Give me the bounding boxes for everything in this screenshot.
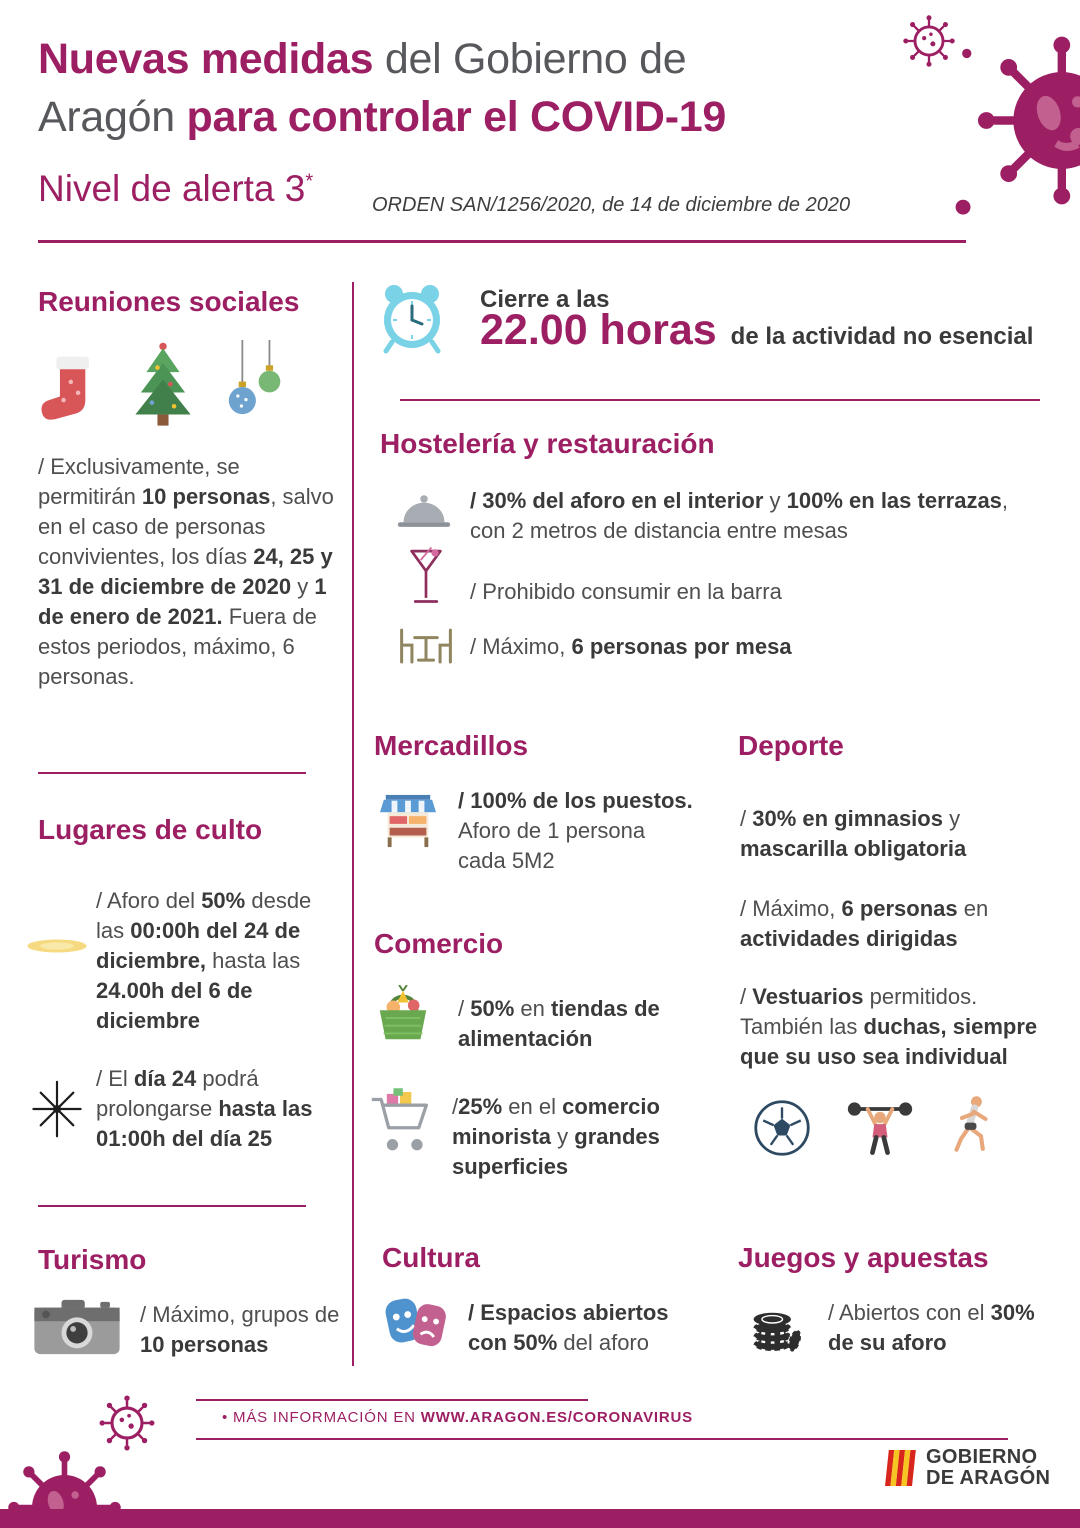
section-heading-reuniones: Reuniones sociales <box>38 286 300 317</box>
star-icon <box>28 1080 86 1138</box>
cloche-icon <box>396 490 452 534</box>
deporte-item-3: / Vestuarios permitidos. También las duchas, siempre que su uso sea individual <box>740 984 1038 1069</box>
grocery-basket-icon <box>372 985 434 1047</box>
deporte-item-1: / 30% en gimnasios y mascarilla obligatoria <box>740 806 967 861</box>
section-heading-hosteleria: Hostelería y restauración <box>380 428 715 459</box>
more-info-text: • MÁS INFORMACIÓN EN WWW.ARAGON.ES/CORONAVIRUS <box>222 1409 693 1426</box>
virus-icon <box>950 18 1080 223</box>
aragon-flag-icon <box>882 1446 918 1490</box>
deporte-item-2: / Máximo, 6 personas en actividades dirigidas <box>740 896 989 951</box>
divider <box>196 1438 1008 1440</box>
gobierno-aragon-logo <box>882 1446 1050 1490</box>
cocktail-icon <box>408 545 444 613</box>
poker-chips-icon <box>748 1292 804 1354</box>
section-heading-mercadillos: Mercadillos <box>374 730 529 761</box>
divider <box>400 399 1040 401</box>
hosteleria-item-3: / Máximo, 6 personas por mesa <box>470 634 792 659</box>
divider <box>38 1205 306 1207</box>
section-heading-cultura: Cultura <box>382 1242 480 1273</box>
order-reference: ORDEN SAN/1256/2020, de 14 de diciembre de 2020 <box>372 194 851 216</box>
divider <box>352 282 354 1366</box>
section-heading-comercio: Comercio <box>374 928 504 959</box>
page-title <box>38 30 726 146</box>
closure-time: 22.00 horas <box>480 306 717 354</box>
hosteleria-item-1: / 30% del aforo en el interior y 100% en las terrazas, con 2 metros de distancia entre mesas <box>470 488 1009 543</box>
baubles-icon <box>222 340 288 434</box>
section-heading-turismo: Turismo <box>38 1244 147 1275</box>
gobierno-aragon-logo-text: GOBIERNO DE ARAGÓN <box>926 1446 1051 1489</box>
christmas-tree-icon <box>128 338 198 434</box>
alarm-clock-icon <box>374 280 450 356</box>
soccer-ball-icon <box>752 1098 812 1158</box>
closure-time-line <box>480 306 1033 355</box>
camera-icon <box>32 1296 122 1358</box>
divider <box>38 772 306 774</box>
section-heading-juegos: Juegos y apuestas <box>738 1242 989 1273</box>
candle-icon <box>24 934 90 958</box>
weightlifting-icon <box>845 1092 915 1162</box>
reuniones-body-text: / Exclusivamente, se permitirán 10 personas, salvo en el caso de personas convivientes, los días 24, 25 y 31 de diciembre de 2020 y 1 de enero de 2021. Fuera de estos periodos, máximo, 6 personas. <box>38 454 334 689</box>
title-line2: Aragón para controlar el COVID-19 <box>38 93 726 141</box>
turismo-item-1: / Máximo, grupos de 10 personas <box>140 1302 340 1357</box>
alert-footnote-marker: * <box>305 170 314 193</box>
hosteleria-item-2: / Prohibido consumir en la barra <box>470 579 782 604</box>
theater-masks-icon <box>382 1292 450 1354</box>
comercio-item-1: / 50% en tiendas de alimentación <box>458 996 660 1051</box>
divider <box>38 240 966 243</box>
running-icon <box>942 1094 1000 1162</box>
cultura-item-1: / Espacios abiertos con 50% del aforo <box>468 1300 669 1355</box>
shopping-cart-icon <box>368 1085 432 1163</box>
culto-item-2: / El día 24 podrá prolongarse hasta las 01:00h del día 25 <box>96 1066 313 1151</box>
divider <box>196 1399 588 1401</box>
juegos-item-1: / Abiertos con el 30% de su aforo <box>828 1300 1035 1355</box>
closure-suffix: de la actividad no esencial <box>730 323 1034 350</box>
section-heading-deporte: Deporte <box>738 730 844 761</box>
title-line1: Nuevas medidas del Gobierno de <box>38 35 687 83</box>
mercadillos-item-1: / 100% de los puestos. Aforo de 1 persona cada 5M2 <box>458 788 693 873</box>
stocking-icon <box>40 348 98 434</box>
alert-level: Nivel de alerta 3* <box>38 168 314 209</box>
closure-intro: Cierre a las <box>480 286 610 313</box>
market-stall-icon <box>380 792 436 850</box>
bottom-bar <box>0 1509 1080 1528</box>
culto-item-1: / Aforo del 50% desde las 00:00h del 24 de diciembre, hasta las 24.00h del 6 de diciembre <box>96 888 312 1033</box>
comercio-item-2: /25% en el comercio minorista y grandes superficies <box>452 1094 660 1179</box>
table-chairs-icon <box>396 626 456 666</box>
section-heading-culto: Lugares de culto <box>38 814 263 845</box>
